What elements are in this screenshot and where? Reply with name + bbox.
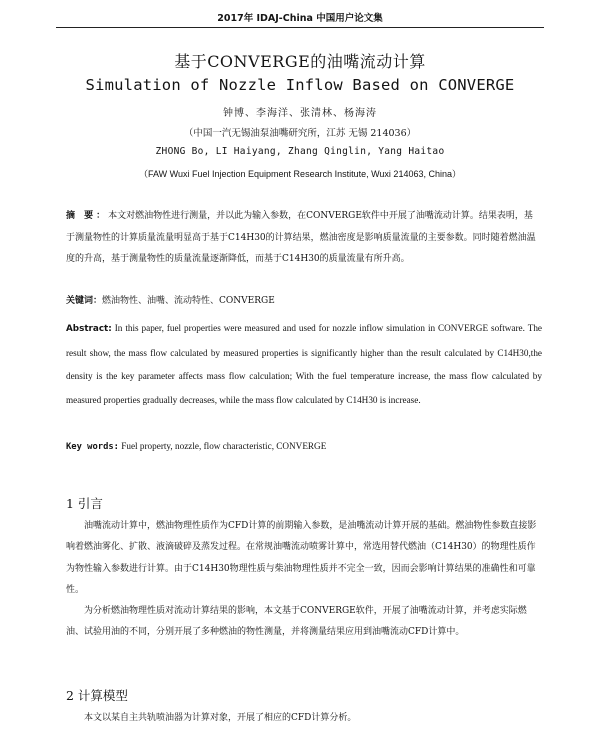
- abstract-chinese-text: 本文对燃油物性进行测量，并以此为输入参数，在CONVERGE软件中开展了油嘴流动计算。结果表明，基于测量物性的计算质量流量明显高于基于C14H30的计算结果，燃油密度是影响质量流量的主要参数。同时随着燃油温度的升高，基于测量物性的质量流量逐渐降低，而基于C14H30的质量流量有所升高。: [66, 211, 536, 265]
- authors-chinese: 钟博、李海洋、张清林、杨海涛: [223, 108, 377, 119]
- keywords-chinese-label: 关键词：: [66, 296, 103, 306]
- keywords-english: [66, 441, 542, 452]
- affiliation-chinese: （中国一汽无锡油泵油嘴研究所，江苏 无锡 214036）: [183, 128, 417, 139]
- section-2-heading: 2 计算模型: [66, 688, 128, 703]
- section-1-paragraph: 为分析燃油物理性质对流动计算结果的影响，本文基于CONVERGE软件，开展了油嘴流动计算，并考虑实际燃油、试验用油的不同，分别开展了多种燃油的物性测量，并将测量结果应用到油嘴流动CFD计算中。: [66, 606, 527, 638]
- abstract-english-label: Abstract:: [66, 324, 112, 334]
- section-1-heading: 1 引言: [66, 496, 103, 511]
- abstract-english-text: In this paper, fuel properties were measured and used for nozzle inflow simulation in CONVERGE software. The result show, the mass flow calculated by measured properties is significantly higher than the result calculated by C14H30,the density is the key parameter affects mass flow calculation; With the fuel temperature increase, the mass flow calculated by measured properties gradually decreases, while the mass flow calculated by C14H30 is increase.: [66, 323, 542, 406]
- keywords-chinese: [66, 293, 540, 306]
- section-1-body: [66, 516, 542, 644]
- title-chinese: 基于CONVERGE的油嘴流动计算: [174, 52, 426, 71]
- section-1-paragraph: 油嘴流动计算中，燃油物理性质作为CFD计算的前期输入参数，是油嘴流动计算开展的基础。燃油物性参数直接影响着燃油雾化、扩散、液滴破碎及蒸发过程。在常规油嘴流动喷雾计算中，常选用替代燃油（C14H30）的物理性质作为物性输入参数进行计算。由于C14H30物理性质与柴油物理性质并不完全一致，因而会影响计算结果的准确性和可靠性。: [66, 521, 537, 595]
- abstract-chinese-label: 摘 要：: [66, 211, 109, 221]
- keywords-english-text: Fuel property, nozzle, flow characteristic, CONVERGE: [121, 441, 327, 451]
- authors-english: ZHONG Bo, LI Haiyang, Zhang Qinglin, Yang Haitao: [155, 146, 445, 157]
- title-english: Simulation of Nozzle Inflow Based on CONVERGE: [85, 76, 515, 94]
- header-rule: [56, 27, 544, 28]
- keywords-chinese-text: 燃油物性、油嘴、流动特性、CONVERGE: [102, 296, 275, 306]
- abstract-chinese: [66, 206, 540, 271]
- section-2-paragraph: 本文以某自主共轨喷油器为计算对象，开展了相应的CFD计算分析。: [84, 713, 357, 723]
- running-head: 2017年 IDAJ-China 中国用户论文集: [217, 13, 383, 24]
- affiliation-english: （FAW Wuxi Fuel Injection Equipment Research Institute, Wuxi 214063, China）: [139, 169, 461, 179]
- keywords-english-label: Key words:: [66, 442, 119, 452]
- abstract-english: [66, 317, 542, 413]
